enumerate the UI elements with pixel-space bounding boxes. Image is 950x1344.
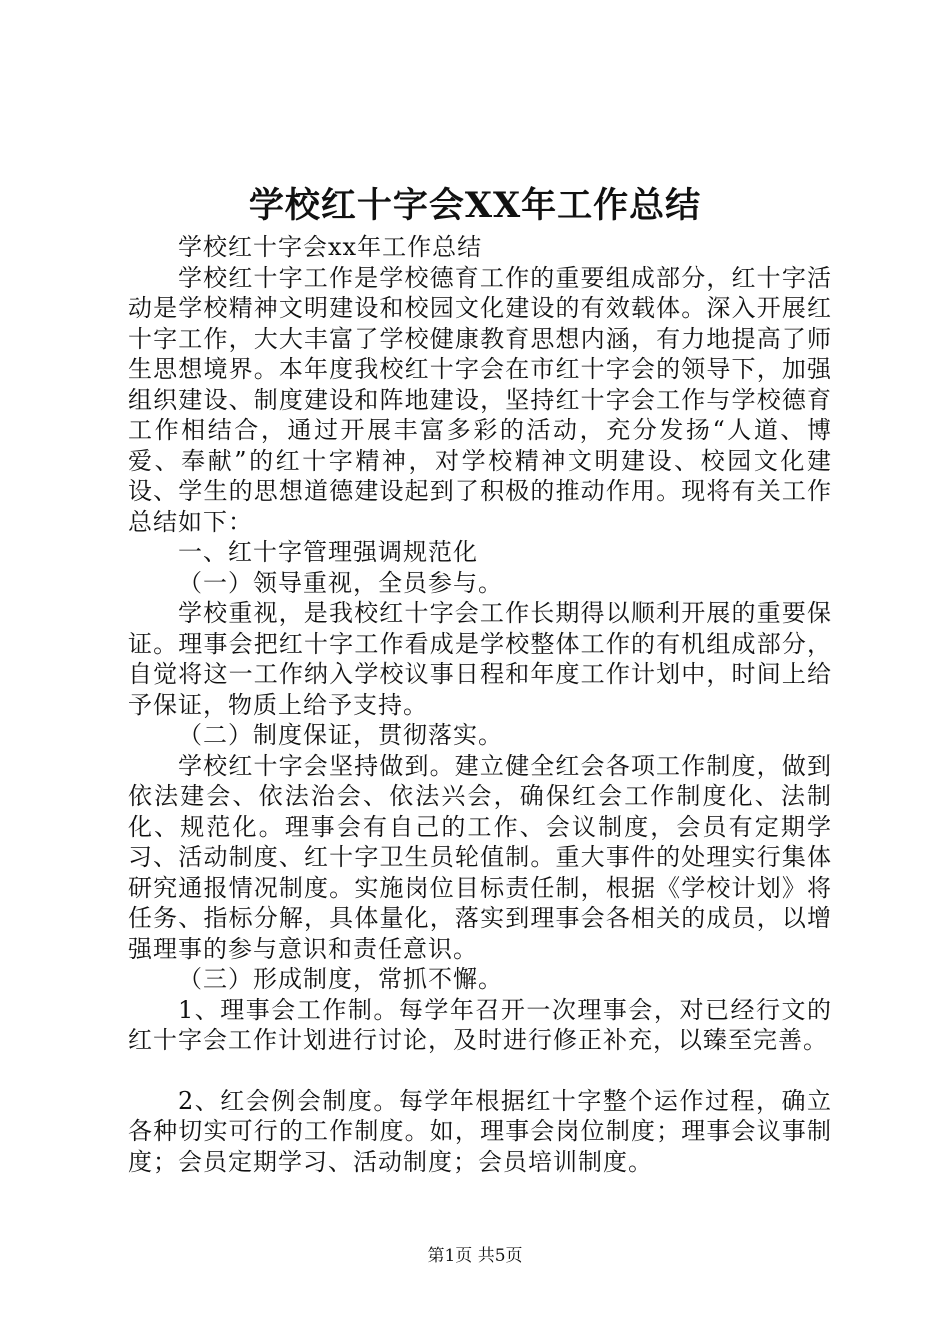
subsection-heading-1: （一）领导重视，全员参与。 (178, 568, 503, 597)
section-heading-1: 一、红十字管理强调规范化 (178, 538, 478, 566)
subsection-heading-3: （三）形成制度，常抓不懈。 (178, 965, 503, 993)
list-item-meetings: 2、红会例会制度。每学年根据红十字整个运作过程，确立各种切实可行的工作制度。如，理事会岗位制度；理事会议事制度；会员定期学习、活动制度；会员培训制度。 (128, 1086, 832, 1176)
paragraph-intro: 学校红十字工作是学校德育工作的重要组成部分，红十字活动是学校精神文明建设和校园文化建设的有效载体。深入开展红十字工作，大大丰富了学校健康教育思想内涵，有力地提高了师生思想境界。本年度我校红十字会在市红十字会的领导下，加强组织建设、制度建设和阵地建设，坚持红十字会工作与学校德育工作相结合，通过开展丰富多彩的活动，充分发扬“人道、博爱、奉献”的红十字精神，对学校精神文明建设、校园文化建设、学生的思想道德建设起到了积极的推动作用。现将有关工作总结如下： (128, 263, 832, 536)
document-body (128, 232, 832, 1177)
subsection-heading-2: （二）制度保证，贯彻落实。 (178, 721, 503, 749)
page-title: 学校红十字会XX年工作总结 (248, 185, 702, 226)
paragraph-leadership: 学校重视，是我校红十字会工作长期得以顺利开展的重要保证。理事会把红十字工作看成是学校整体工作的有机组成部分，自觉将这一工作纳入学校议事日程和年度工作计划中，时间上给予保证，物质上给予支持。 (128, 599, 832, 719)
paragraph-subtitle: 学校红十字会xx年工作总结 (178, 233, 483, 261)
paragraph-system: 学校红十字会坚持做到。建立健全红会各项工作制度，做到依法建会、依法治会、依法兴会，确保红会工作制度化、法制化、规范化。理事会有自己的工作、会议制度，会员有定期学习、活动制度、红十字卫生员轮值制。重大事件的处理实行集体研究通报情况制度。实施岗位目标责任制，根据《学校计划》将任务、指标分解，具体量化，落实到理事会各相关的成员，以增强理事的参与意识和责任意识。 (128, 751, 832, 963)
list-item-council: 1、理事会工作制。每学年召开一次理事会，对已经行文的红十字会工作计划进行讨论，及时进行修正补充，以臻至完善。 (128, 995, 832, 1054)
page-indicator: 第1页 共5页 (427, 1246, 523, 1266)
